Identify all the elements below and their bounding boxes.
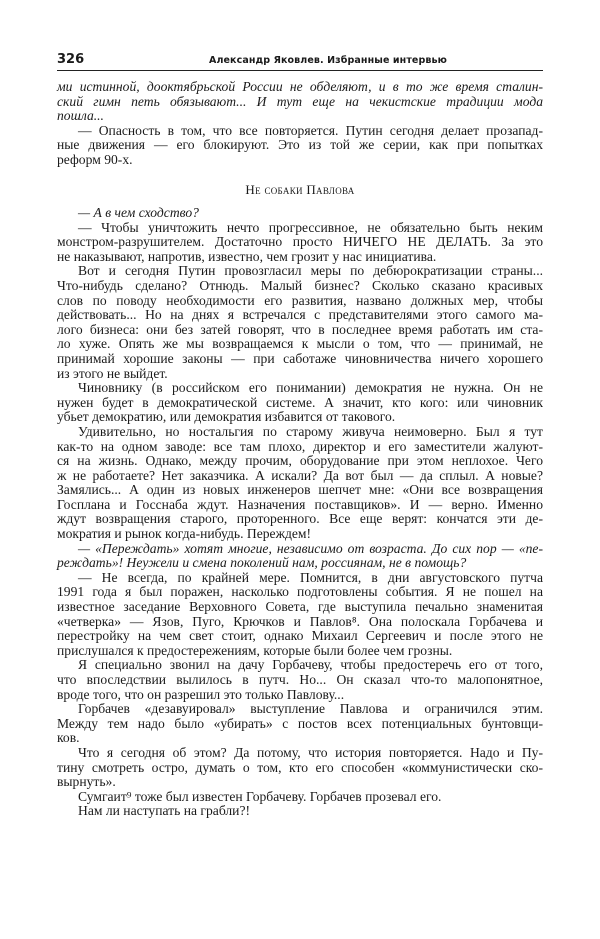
- text-line: — Не всегда, по крайней мере. Помнится, в дни августовского путча: [78, 569, 543, 585]
- paragraph: [57, 658, 543, 702]
- paragraph: [57, 542, 543, 571]
- paragraph: [57, 221, 543, 265]
- text-line: реждать»! Неужели и смена поколений нам, россиянам, не в помощь?: [57, 555, 467, 571]
- section-heading: Не собаки Павлова: [245, 182, 355, 197]
- text-line: нужен будет в демократической системе. А значит, кто кого: или чиновник: [57, 394, 543, 410]
- text-line: убьет демократию, или демократия избавится от такового.: [57, 409, 396, 425]
- text-line: «четверка» — Язов, Пуго, Крючков и Павлов⁸. Она полоскала Горбачева и: [57, 613, 543, 629]
- text-line: слов по поводу необходимости его развития, названо должных мер, чтобы: [57, 292, 543, 308]
- text-line: монстром-разрушителем. Достаточно просто НИЧЕГО НЕ ДЕЛАТЬ. За это: [57, 234, 543, 250]
- text-line: Между тем надо было «убирать» с постов всех потенциальных бунтовщи-: [57, 715, 543, 731]
- text-line: Горбачев «дезавуировал» выступление Павлова и ограничился этим.: [78, 701, 543, 717]
- text-line: Сумгаит⁹ тоже был известен Горбачеву. Горбачев прозевал его.: [78, 788, 442, 804]
- text-line: реформ 90-х.: [57, 151, 133, 167]
- text-line: лого бизнеса: они без затей говорят, что в последнее время работать им ста-: [57, 321, 543, 337]
- text-line: ков.: [57, 730, 80, 746]
- paragraph: [57, 746, 543, 790]
- text-line: — А в чем сходство?: [78, 205, 199, 220]
- text-line: Замялись... А один из новых инженеров шепчет мне: «Они все возвращения: [57, 482, 543, 498]
- paragraph: [57, 571, 543, 659]
- text-line: прислушался к предостережениям, которые были более чем грозны.: [57, 642, 453, 658]
- text-line: — «Переждать» хотят многие, независимо от возраста. До сих пор — «пе-: [78, 540, 543, 556]
- text-line: ждут возвращения старого, проторенного. Все еще верят: кончатся эти де-: [57, 511, 543, 527]
- paragraph: [57, 425, 543, 542]
- text-line: вроде того, что он разрешил это только Павлову...: [57, 686, 345, 702]
- text-line: ные движения — его блокируют. Это из той же серии, как при попытках: [57, 137, 543, 153]
- paragraph: [57, 804, 543, 819]
- running-header: [57, 52, 543, 71]
- text-line: Нам ли наступать на грабли?!: [78, 803, 251, 819]
- text-line: — Чтобы уничтожить нечто прогрессивное, не обязательно быть неким: [78, 219, 543, 235]
- text-line: ся на жизнь. Однако, между прочим, оборудование при этом неплохое. Чего: [57, 453, 543, 469]
- text-line: 1991 года я был поражен, насколько подготовлены события. Я не пошел на: [57, 584, 543, 600]
- text-line: перестройку на чем свет стоит, однако Михаил Сергеевич и после этого не: [57, 628, 543, 644]
- text-line: Что я сегодня об этом? Да потому, что история повторяется. Надо и Пу-: [78, 744, 543, 760]
- text-line: что впоследствии вылилось в путч. Но... Он сказал что-то малопонятное,: [57, 672, 543, 687]
- text-line: ж не работаете? Нет заказчика. А искали? Да вот был — да сплыл. А новые?: [57, 467, 543, 483]
- paragraph: [57, 206, 543, 221]
- running-title: Александр Яковлев. Избранные интервью: [209, 55, 447, 66]
- text-line: Я специально звонил на дачу Горбачеву, чтобы предостеречь его от того,: [78, 657, 543, 673]
- text-line: Госплана и Госснаба ждут. Назначения поставщиков». И — верно. Именно: [57, 496, 543, 512]
- text-line: из этого не выйдет.: [57, 365, 168, 381]
- text-line: тину смотреть остро, думать о том, кто его способен «коммунистически ско-: [57, 759, 543, 775]
- text-block-top: [57, 80, 543, 168]
- text-line: Чиновнику (в российском его понимании) демократия не нужна. Он не: [78, 380, 543, 396]
- text-line: принимай хорошие законы — при саботаже чиновничества ничего хорошего: [57, 350, 543, 366]
- paragraph: [57, 264, 543, 381]
- text-line: ло хуже. Опять же мы возвращаемся к мысли о том, что — принимай, не: [57, 336, 543, 352]
- paragraph: [57, 80, 543, 124]
- text-line: Что-нибудь сделано? Отнюдь. Малый бизнес? Сколько сказано красивых: [57, 277, 543, 293]
- text-line: ми истинной, дооктябрьской России не обделяют, и в то же время сталин-: [57, 79, 543, 94]
- text-line: ский гимн петь обязывают... И тут еще на чекистские традиции мода: [57, 93, 543, 109]
- text-line: не наказывают, напротив, известно, чем грозит у нас инициатива.: [57, 248, 437, 264]
- text-line: известное заседание Верховного Совета, где выступила печально знаменитая: [57, 599, 543, 615]
- page-number: 326: [57, 52, 85, 67]
- text-line: мократия и рынок когда-нибудь. Переждем!: [57, 526, 312, 542]
- text-line: пошла...: [57, 108, 104, 124]
- paragraph: [57, 381, 543, 425]
- text-line: действовать... Но на днях я встречался с представителями этого самого ма-: [57, 307, 543, 323]
- text-block-body: [57, 206, 543, 819]
- text-line: вырнуть».: [57, 774, 116, 790]
- text-line: Удивительно, но ностальгия по старому живуча неимоверно. Был я тут: [78, 423, 543, 439]
- text-line: как-то на одном заводе: все там плохо, директор и его заместители жалуют-: [57, 438, 543, 454]
- paragraph: [57, 702, 543, 746]
- paragraph: [57, 790, 543, 805]
- text-line: — Опасность в том, что все повторяется. Путин сегодня делает прозапад-: [78, 122, 543, 138]
- paragraph: [57, 124, 543, 168]
- text-line: Вот и сегодня Путин провозгласил меры по дебюрократизации страны...: [78, 263, 543, 279]
